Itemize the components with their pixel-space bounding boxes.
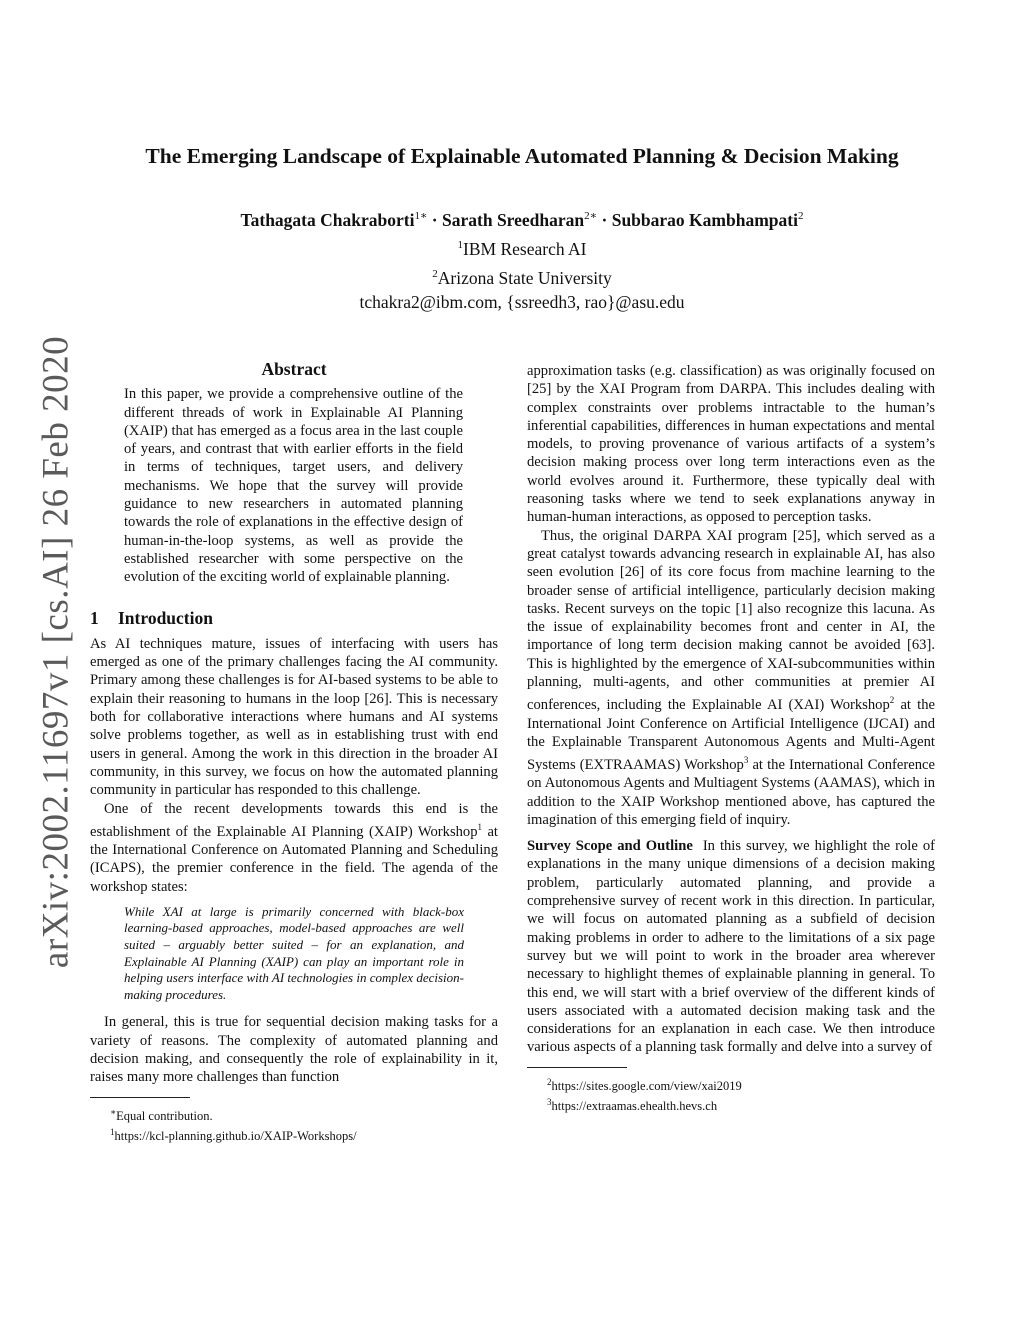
author-1-sup: 1∗ bbox=[414, 210, 428, 222]
survey-scope-heading: Survey Scope and Outline bbox=[527, 838, 693, 855]
affiliation-2: $^2$Arizona State University bbox=[432, 267, 612, 288]
abstract-text: In this paper, we provide a comprehensive outline of the different threads of work in Explainable AI Planning (XAIP) that has emerged as a focus area in the last couple of years, and contrast that with earlier efforts in the field in terms of techniques, target users, and delivery mechanisms. We hope that the survey will provide guidance to new researchers in automated planning towards the role of explanations in the effective design of human-in-the-loop systems, as well as provide the established researcher with some perspective on the evolution of the exciting world of explainable planning. bbox=[124, 386, 463, 586]
footnote-rule bbox=[90, 1097, 190, 1098]
survey-scope-paragraph: Survey Scope and Outline In this survey, we highlight the role of explanations in the many unique dimensions of a decision making problem, particularly automated planning, and provide a comprehensive survey of recent work in this direction. In particular, we will focus on automated planning as a subfield of decision making problems in order to adhere to the limitations of a six page survey but we will point to work in the broader area wherever necessary to highlight themes of explainable planning in general. To this end, we will start with a brief overview of the different kinds of users associated with a automated decision making task and the considerations for an explanation in each case. We then introduce various aspects of a planning task formally and delve into a survey of bbox=[527, 838, 935, 1056]
author-block bbox=[60, 204, 984, 315]
abstract-heading: Abstract bbox=[261, 359, 327, 379]
right-paragraph-2: Thus, the original DARPA XAI program [25], which served as a great catalyst towards advancing research in explainable AI, has also seen evolution [26] of its core focus from machine learning to the broader sense of artificial intelligence, particularly decision making tasks. Recent surveys on the topic [1] also recognize this lacuna. As the issue of explainability becomes front and center in AI, the importance of long term decision making cannot be avoided [63]. This is highlighted by the emergence of XAI-subcommunities within planning, multi-agents, and other communities at premier AI conferences, including the Explainable AI (XAI) Workshop$^2$ at the International Joint Conference on Artificial Intelligence (IJCAI) and the Explainable Transparent Autonomous Agents and Multi-Agent Systems (EXTRAAMAS) Workshop$^3$ at the International Conference on Autonomous Agents and Multiagent Systems (AAMAS), which in addition to the XAIP Workshop mentioned above, has captured the imagination of this emerging field of inquiry. bbox=[527, 527, 935, 828]
affiliation-1: $^1$IBM Research AI bbox=[457, 238, 587, 259]
section-heading-introduction: 1 Introduction bbox=[90, 607, 213, 628]
left-column bbox=[90, 360, 498, 1144]
footnote-2: $^2$https://sites.google.com/view/xai2019 bbox=[547, 1076, 742, 1093]
author-1: Tathagata Chakraborti bbox=[240, 209, 415, 230]
intro-paragraph-2: One of the recent developments towards this end is the establishment of the Explainable AI Planning (XAIP) Workshop$^1$ at the International Conference on Automated Planning and Scheduling (ICAPS), the premier conference in the field. The agenda of the workshop states: bbox=[90, 800, 498, 895]
author-3: Subbarao Kambhampati bbox=[611, 209, 798, 230]
right-paragraph-1: approximation tasks (e.g. classification) as was originally focused on [25] by the XAI Program from DARPA. This includes dealing with complex constraints over problems intractable to the human’s inferential capabilities, differences in human expectations and mental models, to proving provenance of various artifacts of a system’s decision making process over long term interactions even as the world evolves around it. Furthermore, these typically deal with reasoning tasks where we tend to seek explanations anyway in human-human interactions, as opposed to perception tasks. bbox=[527, 363, 935, 526]
intro-paragraph-3: In general, this is true for sequential decision making tasks for a variety of reasons. The complexity of automated planning and decision making, and consequently the role of explainability in it, raises many more challenges than function bbox=[90, 1014, 498, 1086]
paper-title: The Emerging Landscape of Explainable Automated Planning & Decision Making bbox=[145, 144, 899, 168]
author-separator: · bbox=[597, 209, 612, 230]
author-emails: tchakra2@ibm.com, {ssreedh3, rao}@asu.edu bbox=[359, 292, 685, 313]
author-3-sup: 2 bbox=[797, 210, 804, 222]
intro-paragraph-1: As AI techniques mature, issues of interfacing with users has emerged as one of the primary challenges facing the AI community. Primary among these challenges is for AI-based systems to be able to explain their reasoning to humans in the loop [26]. This is necessary both for collaborative interactions where humans and AI systems solve problems together, as well as in establishing trust with end users in general. Among the work in this direction in the broader AI community, in this survey, we focus on how the automated planning community in particular has responded to this challenge. bbox=[90, 635, 498, 799]
workshop-quote: While XAI at large is primarily concerned with black-box learning-based approaches, model-based approaches are well suited – arguably better suited – for an explanation, and Explainable AI Planning (XAIP) can play an important role in helping users interface with AI technologies in complex decision-making procedures. bbox=[124, 903, 464, 1002]
footnote-3: $^3$https://extraamas.ehealth.hevs.ch bbox=[547, 1096, 718, 1114]
right-column bbox=[527, 362, 935, 1114]
author-2-sup: 2∗ bbox=[584, 210, 598, 222]
footnote-rule bbox=[527, 1067, 627, 1068]
footnote-1: $^1$https://kcl-planning.github.io/XAIP-Workshops/ bbox=[110, 1126, 357, 1143]
footnote-equal-contribution: ∗Equal contribution. bbox=[110, 1106, 213, 1123]
author-2: Sarath Sreedharan bbox=[442, 209, 585, 230]
author-separator: · bbox=[427, 209, 443, 230]
arxiv-identifier: arXiv:2002.11697v1 [cs.AI] 26 Feb 2020 bbox=[35, 335, 77, 969]
author-names bbox=[60, 204, 984, 233]
